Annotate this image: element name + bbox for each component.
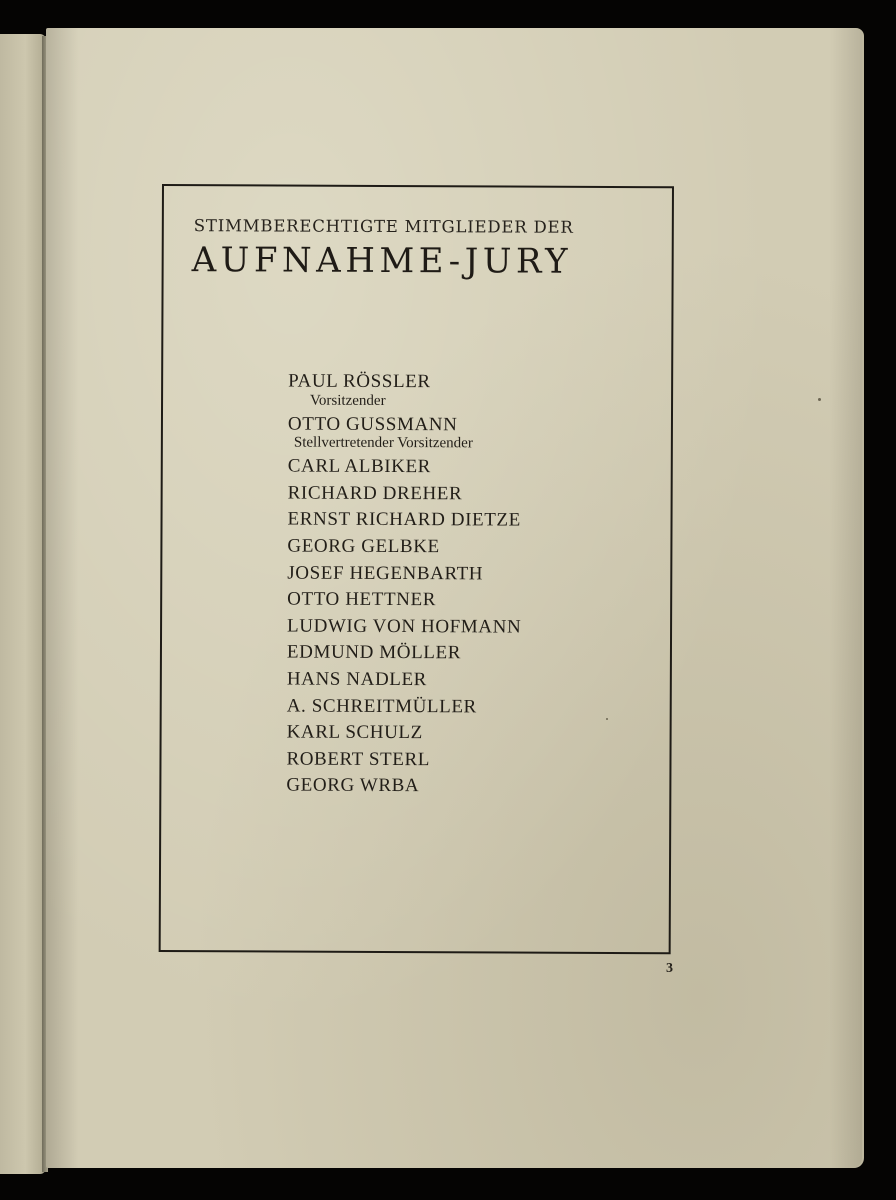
member-role: Vorsitzender	[310, 392, 386, 409]
member-name: PAUL RÖSSLER	[288, 370, 431, 393]
member-name: RICHARD DREHER	[287, 482, 463, 505]
jury-member	[287, 640, 521, 668]
member-name: GEORG WRBA	[286, 774, 420, 797]
jury-member	[288, 454, 522, 482]
member-name: LUDWIG VON HOFMANN	[287, 615, 522, 638]
jury-member	[286, 773, 520, 801]
jury-frame	[159, 184, 674, 954]
member-name: EDMUND MÖLLER	[286, 641, 462, 664]
left-page-edge	[0, 34, 46, 1174]
jury-member	[287, 666, 521, 694]
member-name: JOSEF HEGENBARTH	[287, 562, 484, 584]
jury-member	[288, 480, 522, 508]
jury-member	[287, 587, 521, 615]
booklet-page	[46, 28, 862, 1168]
member-name: ROBERT STERL	[286, 748, 431, 770]
heading-subtitle: STIMMBERECHTIGTE MITGLIEDER DER	[193, 216, 574, 237]
jury-member	[287, 613, 521, 641]
member-role: Stellvertretender Vorsitzender	[293, 434, 473, 452]
member-name: HANS NADLER	[286, 668, 428, 691]
jury-member-list	[286, 369, 522, 801]
jury-member	[288, 411, 522, 453]
page-number: 3	[666, 961, 673, 976]
jury-member	[287, 560, 521, 588]
member-name: OTTO HETTNER	[287, 588, 437, 611]
jury-member	[286, 746, 520, 774]
jury-member	[287, 720, 521, 748]
jury-member	[287, 507, 521, 535]
jury-member	[287, 693, 521, 721]
jury-member	[287, 534, 521, 562]
member-name: OTTO GUSSMANN	[287, 413, 458, 435]
jury-member	[288, 369, 522, 411]
member-name: A. SCHREITMÜLLER	[286, 695, 477, 717]
member-name: GEORG GELBKE	[287, 535, 440, 558]
member-name: KARL SCHULZ	[286, 721, 423, 744]
member-name: CARL ALBIKER	[287, 455, 432, 478]
heading-title: AUFNAHME-JURY	[191, 240, 573, 282]
member-name: ERNST RICHARD DIETZE	[287, 508, 521, 531]
paper-speck	[818, 398, 821, 401]
